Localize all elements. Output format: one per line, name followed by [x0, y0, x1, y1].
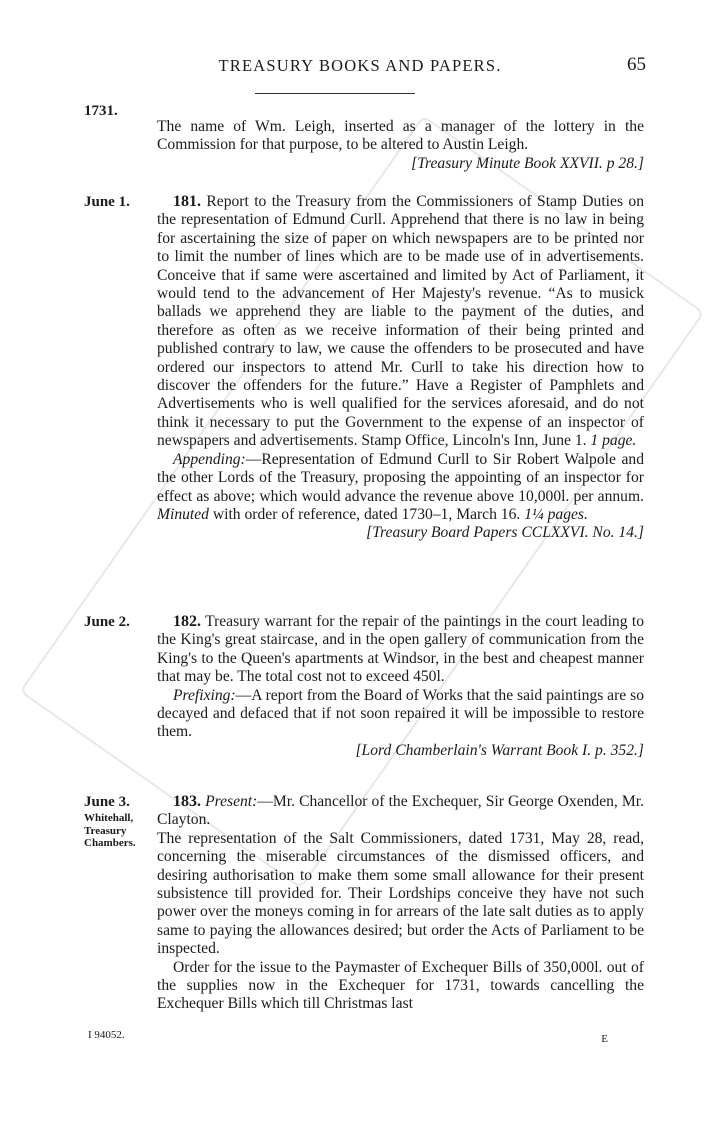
header-rule — [255, 93, 415, 94]
entry-body — [157, 193, 644, 543]
place-line-2: Treasury — [84, 824, 127, 837]
entry-body — [157, 793, 644, 1014]
entry-text: Report to the Treasury from the Commissioners of Stamp Duties on the representation of Edmund Curll. Apprehend that there is no law in being for ascertaining the size of paper on which newspapers are to be printed nor to limit the number of lines which are to be made use of in advertisements. Conceive that if same were ascertained and limited by Act of Parliament, it would tend to the advancement of Her Majesty's revenue. “As to musick ballads we apprehend they are liable to the payment of the duties, and therefore as often as we receive information of their being printed and published contrary to law, we cause the offenders to be prosecuted and have ordered our inspectors to attend Mr. Curll to take his direction how to discover the offenders for the future.” Have a Register of Pamphlets and Advertisements who is well qualified for the services aforesaid, and do not think it necessary to put the Government to the expense of an inspector of newspapers and advertisements. Stamp Office, Lincoln's Inn, June 1. — [157, 193, 644, 450]
appending-label: Appending: — [173, 450, 246, 468]
entry-text: Treasury warrant for the repair of the paintings in the court leading to the King's great staircase, and in the open gallery of communication from the King's to the Queen's apartments at Windsor, in the best and cheapest manner that may be. The total cost not to exceed 450l. — [157, 613, 644, 686]
page-count: 1 page. — [590, 432, 637, 450]
year-label: 1731. — [84, 103, 118, 119]
page-footer — [88, 1029, 608, 1045]
entry-date-place — [84, 793, 154, 850]
entry-reference: [Treasury Board Papers CCLXXVI. No. 14.] — [366, 524, 644, 542]
entry-body — [157, 118, 644, 173]
running-title: TREASURY BOOKS AND PAPERS. — [218, 56, 502, 75]
entry-number: 182. — [173, 613, 201, 630]
entry-paragraph-2: Order for the issue to the Paymaster of Exchequer Bills of 350,000l. out of the supplies now in the Exchequer for 1731, towards cancelling the Exchequer Bills which till Christmas last — [157, 958, 644, 1013]
page-header — [0, 52, 720, 82]
present-label: Present: — [205, 793, 258, 810]
appending-text-2: with order of reference, dated 1730–1, March 16. — [212, 505, 521, 523]
entry-text: The name of Wm. Leigh, inserted as a manager of the lottery in the Commission for that purpose, to be altered to Austin Leigh. — [157, 118, 644, 154]
entry-reference: [Treasury Minute Book XXVII. p 28.] — [411, 154, 644, 172]
place-line-3: Chambers. — [84, 837, 136, 849]
entry-body — [157, 613, 644, 760]
appending-pages: 1¼ pages. — [524, 505, 588, 523]
entry-date: June 3. — [84, 794, 130, 810]
entry-number: 183. — [173, 793, 201, 810]
minuted-label: Minuted — [157, 505, 209, 523]
prefixing-label: Prefixing: — [173, 686, 236, 704]
page-number: 65 — [627, 54, 646, 75]
entry-reference: [Lord Chamberlain's Warrant Book I. p. 352.] — [355, 741, 644, 759]
present-text: —Mr. Chancellor of the Exchequer, Sir George Oxenden, Mr. Clayton. — [157, 793, 644, 829]
entry-date: June 1. — [84, 194, 130, 210]
entry-number: 181. — [173, 193, 201, 210]
entry-date: June 2. — [84, 614, 130, 630]
print-code: I 94052. — [88, 1029, 125, 1041]
signature-mark: E — [601, 1033, 608, 1045]
appending-text: —Representation of Edmund Curll to Sir Robert Walpole and the other Lords of the Treasury, proposing the appointing of an inspector for effect as above; which would advance the revenue above 10,000l. per annum. — [157, 450, 644, 505]
place-line-1: Whitehall, — [84, 812, 134, 824]
entry-paragraph-1: The representation of the Salt Commissioners, dated 1731, May 28, read, concerning the miserable circumstances of the dismissed officers, and desiring authorisation to make them some small allowance for their present subsistence till provided for. Their Lordships conceive they have not such power over the moneys coming in for arrears of the late salt duties as to apply same to paying the allowances desired; but order the Acts of Parliament to be inspected. — [157, 829, 644, 958]
prefixing-text: —A report from the Board of Works that the said paintings are so decayed and defaced that if not soon repaired it will be impossible to restore them. — [157, 686, 644, 741]
